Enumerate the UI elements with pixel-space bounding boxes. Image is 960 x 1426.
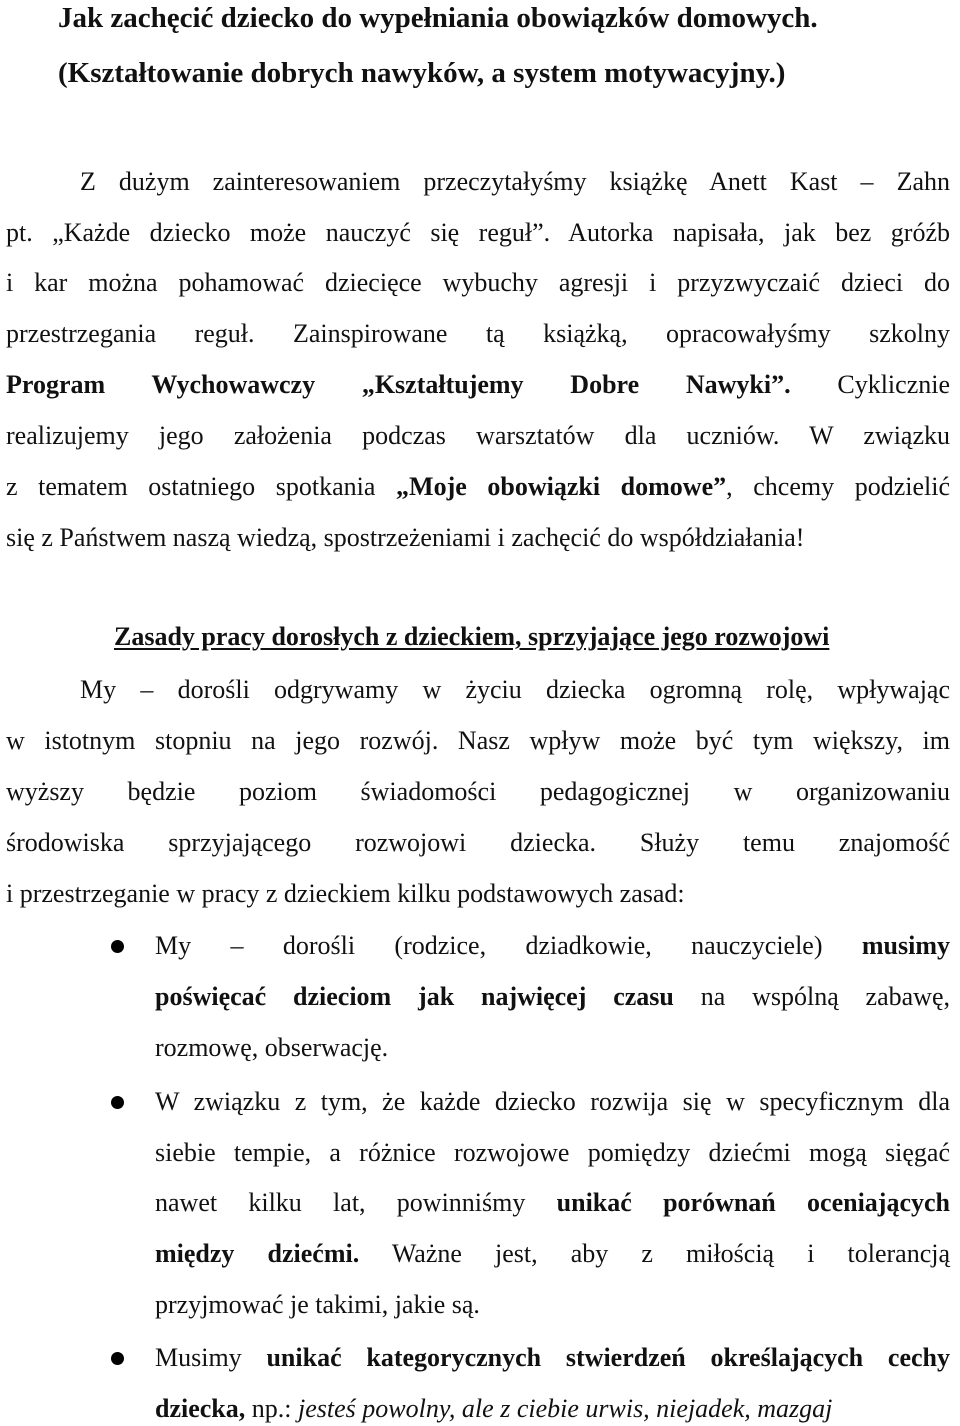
bullet-1-line-3: rozmowę, obserwację. xyxy=(155,1033,389,1062)
intro-line-6: realizujemy jego założenia podczas warsztatów dla uczniów. W związku xyxy=(6,421,950,450)
document-title-line-1: Jak zachęcić dziecko do wypełniania obowiązków domowych. xyxy=(58,2,818,34)
bullet-2-line-3: nawet kilku lat, powinniśmy unikać porównań oceniających xyxy=(155,1188,950,1217)
intro-line-1: Z dużym zainteresowaniem przeczytałyśmy książkę Anett Kast – Zahn xyxy=(80,167,950,196)
intro-line-7: z tematem ostatniego spotkania „Moje obowiązki domowe”, chcemy podzielić xyxy=(6,472,950,501)
bullet-2-line-2: siebie tempie, a różnice rozwojowe pomiędzy dziećmi mogą sięgać xyxy=(155,1138,950,1167)
bullet-2-line-4: między dziećmi. Ważne jest, aby z miłością i tolerancją xyxy=(155,1239,951,1268)
bullet-3-line-2: dziecka, np.: jesteś powolny, ale z ciebie urwis, niejadek, mazgaj xyxy=(155,1394,833,1423)
intro-line-5: Program Wychowawczy „Kształtujemy Dobre Nawyki”. Cyklicznie xyxy=(6,370,950,399)
section-line-4: środowiska sprzyjającego rozwojowi dziecka. Służy temu znajomość xyxy=(6,828,950,857)
bullet-2-line-5: przyjmować je takimi, jakie są. xyxy=(155,1290,480,1319)
bullet-1-line-1: My – dorośli (rodzice, dziadkowie, nauczyciele) musimy xyxy=(155,931,950,960)
bullet-icon xyxy=(111,1352,124,1365)
bullet-icon xyxy=(111,1096,124,1109)
section-line-3: wyższy będzie poziom świadomości pedagogicznej w organizowaniu xyxy=(6,777,950,806)
section-line-2: w istotnym stopniu na jego rozwój. Nasz wpływ może być tym większy, im xyxy=(6,726,950,755)
program-name: Program Wychowawczy „Kształtujemy Dobre Nawyki”. xyxy=(6,370,791,399)
section-line-1: My – dorośli odgrywamy w życiu dziecka ogromną rolę, wpływając xyxy=(80,675,950,704)
intro-line-8: się z Państwem naszą wiedzą, spostrzeżeniami i zachęcić do współdziałania! xyxy=(6,523,805,552)
section-heading: Zasady pracy dorosłych z dzieckiem, sprzyjające jego rozwojowi xyxy=(114,622,830,651)
section-line-5: i przestrzeganie w pracy z dzieckiem kilku podstawowych zasad: xyxy=(6,879,685,908)
intro-line-2: pt. „Każde dziecko może nauczyć się reguł”. Autorka napisała, jak bez gróźb xyxy=(6,218,950,247)
bullet-3-line-1: Musimy unikać kategorycznych stwierdzeń określających cechy xyxy=(155,1343,950,1372)
bullet-icon xyxy=(111,940,124,953)
bullet-1-line-2: poświęcać dzieciom jak najwięcej czasu na wspólną zabawę, xyxy=(155,982,950,1011)
intro-line-4: przestrzegania reguł. Zainspirowane tą książką, opracowałyśmy szkolny xyxy=(6,319,950,348)
document-title-line-2: (Kształtowanie dobrych nawyków, a system motywacyjny.) xyxy=(58,57,786,89)
bullet-2-line-1: W związku z tym, że każde dziecko rozwija się w specyficznym dla xyxy=(155,1087,950,1116)
intro-line-3: i kar można pohamować dziecięce wybuchy agresji i przyzwyczaić dzieci do xyxy=(6,268,950,297)
meeting-topic: „Moje obowiązki domowe” xyxy=(396,472,727,501)
